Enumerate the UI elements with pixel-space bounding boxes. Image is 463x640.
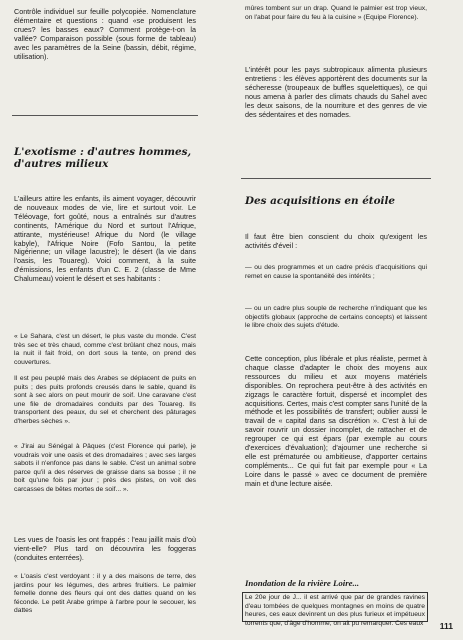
paragraph-conception: Cette conception, plus libérale et plus réaliste, permet à chaque classe d'adapter le choix des moyens aux ressources du milieu et aux moyens matériels disponibles. On reprochera peut-être à des activités en zigzags le caractère fortuit, dispersé et incomplet des acquisitions. Certes, mais c'est compter sans l'unité de la méthode et les possibilités de transfert; oublier aussi le travail de « capital dans sa discrétion ». C'est à lui de savoir rouvrir un dossier incomplet, de rattacher et de regrouper ce qui est épars (par exemple au cours d'exercices d'évaluation); d'ajourner une recherche si elle est prématurée ou ambitieuse, d'apporter certains compléments... Ce qui fut fait par exemple pour « La Loire dans le passé » avec ce document de première main et d'une lecture aisée. [245,354,427,488]
quote-senegal: « J'irai au Sénégal à Pâques (c'est Florence qui parle), je voudrais voir une oasis et des dromadaires ; avec ses larges sabots il n'enfonce pas dans le sable. C'est un animal sobre parce qu'il a des réserves de graisse dans sa bosse ; il ne boit qu'une fois par jour ; près des pistes, on voit des carcasses de bêtes mortes de soif... ». [14,443,196,493]
page-number: 111 [439,621,453,631]
heading-inondation: Inondation de la rivière Loire... [245,578,360,588]
paragraph-programmes: — ou des programmes et un cadre précis d'acquisitions qui remet en cause la spontanéité des intérêts ; [245,264,427,280]
quote-continuation: mûres tombent sur un drap. Quand le palmier est trop vieux, on l'abat pour faire du feu à la cuisine » (Equipe Florence). [245,5,427,21]
paragraph-conscient: Il faut être bien conscient du choix qu'exigent les activités d'éveil : [245,232,427,250]
quote-oasis: « L'oasis c'est verdoyant : il y a des maisons de terre, des jardins pour les légumes, des arbres fruitiers. Le palmier femelle donne des fleurs qui ont des dattes quand on les féconde. Le petit Arabe grimpe à l'arbre pour le secouer, les dattes [14,573,196,615]
paragraph-cadre: — ou un cadre plus souple de recherche n'indiquant que les objectifs globaux (approche de certains concepts) et laissent le libre choix des sujets d'étude. [245,305,427,330]
paragraph-ailleurs: L'ailleurs attire les enfants, ils aiment voyager, découvrir de nouveaux modes de vie, lire et surtout voir. Le Téléovage, fort goûté, nous a entraînés sur d'autres continents, l'Amérique du Nord et surtout l'Afrique, attirante, mystérieuse! Afrique du Nord (le village kabyle), l'Afrique Noire (Fofo Santou, la petite Nigérienne; un village lacustre); le désert (la vie dans l'oasis, les Touareg). Voici comment, à la suite d'émissions, les enfants d'un C. E. 2 (classe de Mme Chalumeau) voient le désert et ses habitants : [14,194,196,284]
heading-acquisitions: Des acquisitions en étoile [245,195,396,207]
quote-sahara: « Le Sahara, c'est un désert, le plus vaste du monde. C'est très sec et très chaud, comme c'est brûlant chez nous, mais la nuit il fait froid, on dort sous la tente, on prend des couvertures. [14,333,196,366]
paragraph-vues-oasis: Les vues de l'oasis les ont frappés : l'eau jaillit mais d'où vient-elle? Plus tard on découvrira les foggeras (conduites enterrées). [14,535,196,562]
quote-peuple: Il est peu peuplé mais des Arabes se déplacent de puits en puits ; des puits profonds creusés dans le sable, quand ils sont à sec alors on peut mourir de soif. Une caravane c'est une file de dromadaires conduits par des Touareg. Ils transportent des peaux, du sel et cherchent des pâturages d'herbes sèches ». [14,375,196,425]
intro-paragraph: Contrôle individuel sur feuille polycopiée. Nomenclature élémentaire et questions : quand «se produisent les crues? les basses eaux? Comment protège-t-on la vallée? Comparaison possible (sous forme de tableau) avec les paramètres de la Seine (bassin, débit, régime, utilisation). [14,7,196,61]
paragraph-interet: L'intérêt pour les pays subtropicaux alimenta plusieurs entretiens : les élèves apportèrent des documents sur la sécheresse (troupeaux de buffles squelettiques), ce qui nous amena à parler des climats chauds du Sahel avec les deux saisons, de la nourriture et des genres de vie des sédentaires et des nomades. [245,65,427,119]
section-divider [12,115,198,116]
heading-exotisme: L'exotisme : d'autres hommes, d'autres milieux [14,146,192,171]
section-divider [241,178,431,179]
box-text: Le 20e jour de J... il est arrivé que par de grandes ravines d'eau tombées de quelques montagnes en moins de quatre heures, ces eaux devinrent un des plus furieux et impétueux torrents que, d'âge d'homme, on ait pu remarquer. Ces eaux [245,594,425,627]
